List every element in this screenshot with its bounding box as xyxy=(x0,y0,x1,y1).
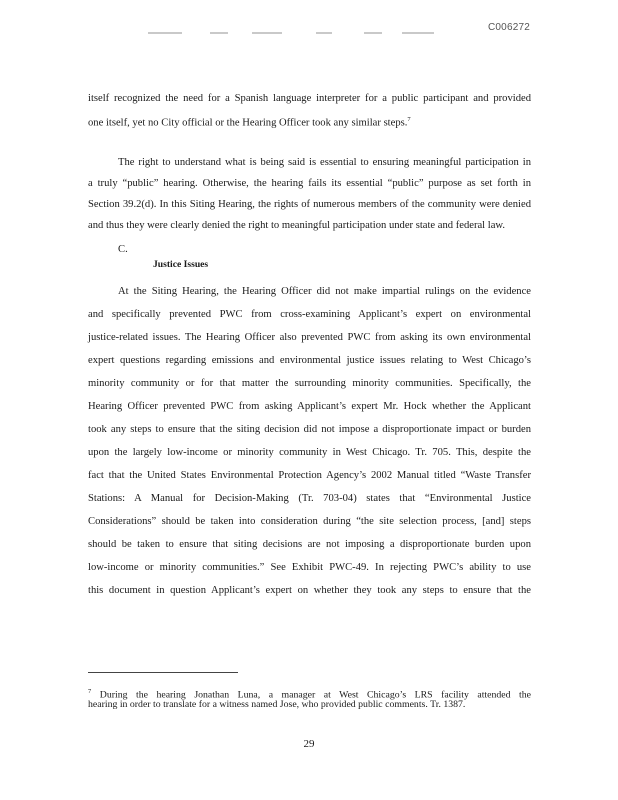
body-line: itself recognized the need for a Spanish language interpreter for a public participant and provided xyxy=(88,93,531,104)
body-line: Considerations” should be taken into consideration during “the site selection process, [and] steps xyxy=(88,516,531,527)
footnote-line: hearing in order to translate for a witness named Jose, who provided public comments. Tr. 1387. xyxy=(88,699,466,710)
footnote-reference: 7 xyxy=(407,116,411,123)
body-line: took any steps to ensure that the siting decision did not impose a disproportionate impact or burden xyxy=(88,424,531,435)
body-line: and thus they were clearly denied the right to meaningful participation under state and federal law. xyxy=(88,220,506,231)
body-line: upon the largely low-income or minority community in West Chicago. Tr. 705. This, despite the xyxy=(88,447,531,458)
section-title: Justice Issues xyxy=(153,259,209,270)
body-line: expert questions regarding emissions and environmental justice issues relating to West Chicago’s xyxy=(88,355,531,366)
body-line: and specifically prevented PWC from cross-examining Applicant’s expert on environmental xyxy=(88,309,531,320)
body-line: should be taken to ensure that siting decisions are not imposing a disproportionate burden upon xyxy=(88,539,531,550)
body-line: minority community or for that matter the surrounding minority communities. Specifically, the xyxy=(88,378,531,389)
body-line: fact that the United States Environmental Protection Agency’s 2002 Manual titled “Waste Transfer xyxy=(88,470,531,481)
body-line xyxy=(88,113,531,130)
section-letter: C. xyxy=(118,244,128,255)
footnote-marker: 7 xyxy=(88,688,92,695)
body-line: a truly “public” hearing. Otherwise, the hearing fails its essential “public” purpose as set forth in xyxy=(88,178,531,189)
body-line: Section 39.2(d). In this Siting Hearing, the rights of numerous members of the community were denied xyxy=(88,199,531,210)
body-line: this document in question Applicant’s expert on whether they took any steps to ensure that the xyxy=(88,585,531,596)
bates-number: C006272 xyxy=(488,22,530,33)
footnote-divider xyxy=(88,672,238,673)
header-redaction-strip xyxy=(148,32,448,36)
body-line-text: one itself, yet no City official or the Hearing Officer took any similar steps. xyxy=(88,117,408,129)
body-line: At the Siting Hearing, the Hearing Officer did not make impartial rulings on the evidence xyxy=(118,286,531,297)
body-line: The right to understand what is being said is essential to ensuring meaningful participation in xyxy=(118,157,531,168)
body-line: justice-related issues. The Hearing Officer also prevented PWC from asking its own environmental xyxy=(88,332,531,343)
footnote-text: During the hearing Jonathan Luna, a manager at West Chicago’s LRS facility attended the xyxy=(91,689,531,701)
body-line: low-income or minority communities.” See Exhibit PWC-49. In rejecting PWC’s ability to use xyxy=(88,562,531,573)
page-number: 29 xyxy=(303,738,315,750)
body-line: Hearing Officer prevented PWC from asking Applicant’s expert Mr. Hock whether the Applicant xyxy=(88,401,531,412)
body-line: Stations: A Manual for Decision-Making (Tr. 703-04) states that “Environmental Justice xyxy=(88,493,531,504)
